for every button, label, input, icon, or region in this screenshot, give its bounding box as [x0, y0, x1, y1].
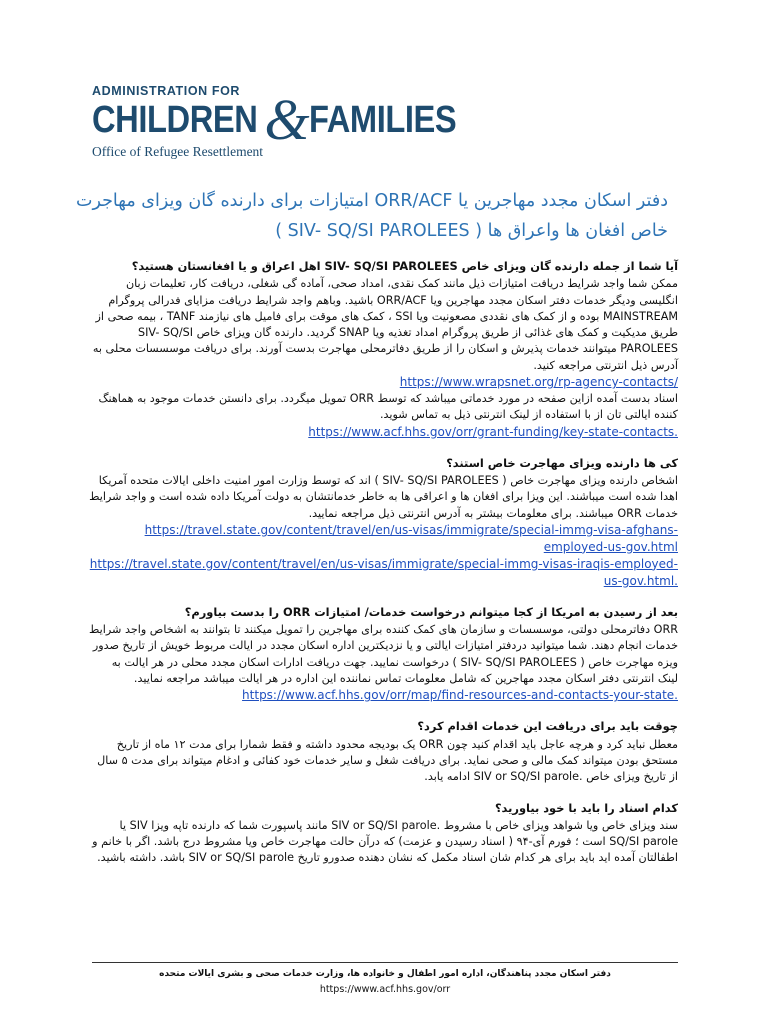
paragraph: ممکن شما واجد شرایط دریافت امتیازات ذیل مانند کمک نقدی، امداد صحی، آماده گی شغلی، دریافت کار، تعلیمات زبان انگلیسی ودیگر خدمات دفتر اسکان مجدد مهاجرین ویا ORR/ACF باشید. وباهم واجد شرایط دریافت مزایای فدرالی پروگرام MAINSTREAM بوده و از کمک های نقددی مصعونیت ویا SSI ، کمک های موقت برای فامیل های نیازمند TANF ، بیمه صحی از طریق مدیکیت و کمک های غذائی از طریق پروگرام امداد تغذیه ویا SNAP گردید. دارنده گان ویزای خاص SIV- SQ/SI PAROLEES میتوانند خدمات پذیرش و اسکان را از طریق دفاترمحلی مهاجرت بدست آورند. برای دریافت موسسسات محلی به آدرس ذیل انترنتی مراجعه کنید. — [92, 277, 678, 372]
document-title — [68, 186, 668, 246]
logo-children: CHILDREN — [92, 99, 258, 141]
title-line-2: خاص افغان ها واعراق ها ( SIV- SQ/SI PAROLEES ) — [275, 221, 668, 241]
paragraph: اشخاص دارنده ویزای مهاجرت خاص ( SIV- SQ/SI PAROLEES ) اند که توسط وزارت امور امنیت داخلی ایالات متحده آمریکا اهدا شده است میباشند. این ویزا برای افغان ها و اعراقی ها به خاطر خدمانتشان به دولت آمریکا داده شده است و واجد شرایط خدمات ORR میباشند. برای معلومات بیشتر به آدرس انترنتی ذیل مراجعه نمایید. — [89, 473, 678, 520]
document-body — [88, 258, 678, 867]
footer-divider — [92, 962, 678, 963]
section-heading: کدام اسناد را باید با خود بیاورید؟ — [494, 800, 678, 815]
section-heading: کی ها دارنده ویزای مهاجرت خاص استند؟ — [446, 455, 678, 470]
afghan-siv-link[interactable]: https://travel.state.gov/content/travel/en/us-visas/immigrate/special-immg-visa-afghans-employed-us-gov.html — [144, 522, 678, 554]
logo-families: FAMILIES — [309, 99, 457, 141]
paragraph: معطل نباید کرد و هرچه عاجل باید اقدام کنید چون ORR یک بودیجه محدود داشته و فقط شمارا برای مدت ۱۲ ماه از تاریخ مستحق بودن میتواند کمک مالی و صحی نماید. برای دریافت شغل و سایر خدمات خود کفائی و ادغام میتواند برای مدت ۵ سال از تاریخ ویزای خاص .SIV or SQ/SI parole ادامه یابد. — [97, 737, 678, 784]
section-who-holds-siv — [88, 455, 678, 590]
paragraph: اسناد بدست آمده ازاین صفحه در مورد خدماتی میباشد که توسط ORR تمویل میگردد. برای دانستن خدمات موجود به هماهنگ کننده ایالتی تان از با استفاده از لینک انترنتی ذیل به تماس شوید. — [98, 392, 678, 422]
footer-url[interactable]: https://www.acf.hhs.gov/orr — [319, 984, 451, 995]
title-line-1: دفتر اسکان مجدد مهاجرین یا ORR/ACF امتیازات برای دارنده گان ویزای مهاجرت — [75, 191, 668, 211]
section-eligibility — [88, 258, 678, 441]
section-where-to-apply — [88, 604, 678, 704]
iraqi-siv-link[interactable]: https://travel.state.gov/content/travel/en/us-visas/immigrate/special-immg-visas-iraqis-employed-us-gov.html. — [89, 556, 678, 588]
section-when-to-apply — [88, 718, 678, 785]
section-heading: آیا شما از جمله دارنده گان ویزای خاص SIV- SQ/SI PAROLEES اهل اعراق و یا افغانستان هستید؟ — [131, 259, 678, 273]
section-documents — [88, 800, 678, 867]
logo-administration-for: ADMINISTRATION FOR — [92, 84, 241, 98]
logo-office-name: Office of Refugee Resettlement — [92, 144, 264, 159]
paragraph: ORR دفاترمحلی دولتی، موسسسات و سازمان های کمک کننده برای مهاجرین را تمویل میکنند تا بتوانند به اشخاص واجد شرایط خدمات انجام دهند. شما میتوانید دردفتر امتیازات ایالتی و یا نزدیکترین اداره اسکان مجدد در ایالت مربوط خویش از تاریخ صدور ویزه مهاجرت خاص ( SIV- SQ/SI PAROLEES ) درخواست نمایید. جهت دریافت ادارات اسکان مجدد محلی در هر ایالت به لینک انترنتی دفتر اسکان مجدد مهاجرین که شامل معلومات تماس نماننده این اداره در هر ایالت میباشد مراجعه نمایید. — [89, 623, 678, 686]
find-resources-link[interactable]: https://www.acf.hhs.gov/orr/map/find-resources-and-contacts-your-state. — [242, 688, 678, 703]
acf-logo — [92, 84, 457, 160]
section-heading: بعد از رسیدن به امریکا از کجا میتوانم درخواست خدمات/ امتیازات ORR را بدست بیاورم؟ — [184, 604, 678, 619]
state-contacts-link[interactable]: https://www.acf.hhs.gov/orr/grant-funding/key-state-contacts. — [308, 424, 678, 439]
paragraph: سند ویزای خاص ویا شواهد ویزای خاص با مشروط .SIV or SQ/SI parole مانند پاسپورت شما که دارنده تاپه ویزا SIV یا SQ/SI parole است ؛ فورم آی-۹۴ ( اسناد رسیدن و عزمت) که درآن حالت مهاجرت خاص ویا مشروط درج باشد. اگر با خانم و اطفالتان آمده اید باید برای هر کدام شان اسناد مکمل که نشان دهنده صدورو تاریخ SIV or SQ/SI parole باشد. داشته باشید. — [92, 818, 678, 865]
logo-ampersand: & — [264, 87, 310, 152]
footer-agency-name: دفتر اسکان مجدد پناهندگان، اداره امور اطفال و خانواده ها، وزارت خدمات صحی و بشری ایالات متحده — [159, 969, 611, 979]
section-heading: چوقت باید برای دریافت این خدمات اقدام کرد؟ — [417, 719, 678, 734]
wrapsnet-link[interactable]: https://www.wrapsnet.org/rp-agency-contacts/ — [399, 375, 678, 390]
